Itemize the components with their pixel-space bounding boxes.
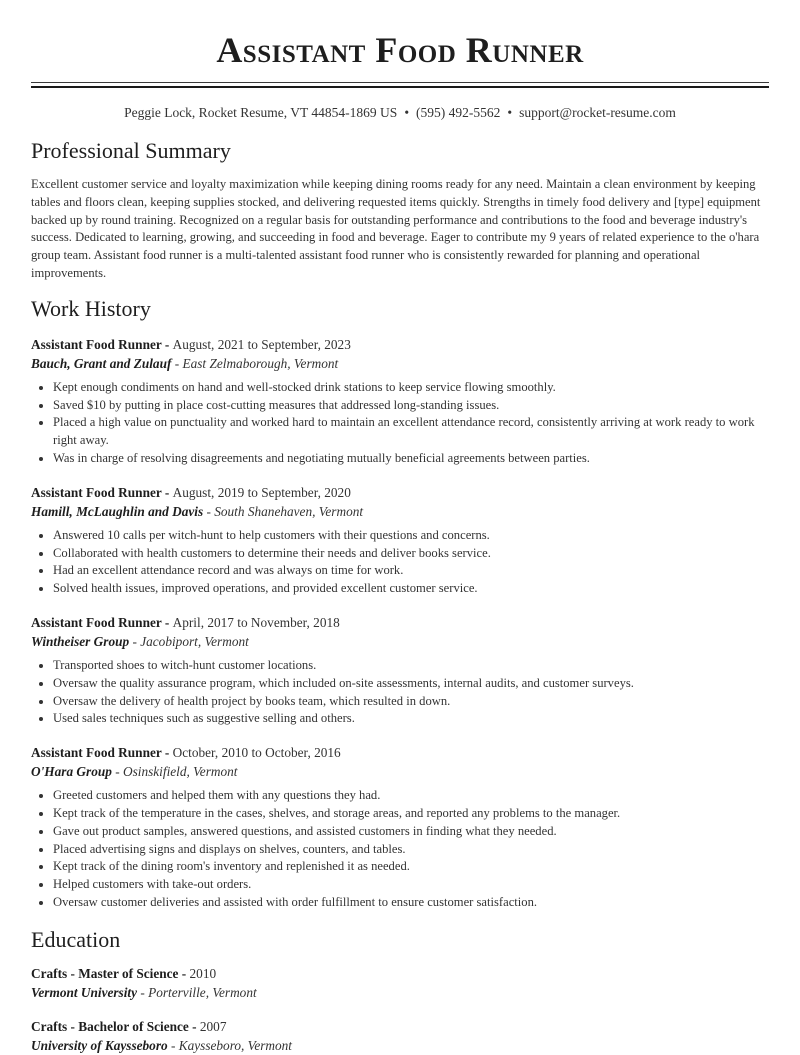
job-bullets xyxy=(31,657,769,728)
list-item: • Helped customers with take-out orders. xyxy=(53,876,769,894)
company-line xyxy=(31,354,769,373)
dash: - xyxy=(161,336,173,352)
dash: - xyxy=(161,484,173,500)
job-title-line xyxy=(31,483,769,502)
degree: Crafts - Master of Science xyxy=(31,965,179,981)
section-heading-education: Education xyxy=(31,926,121,952)
dash: - xyxy=(178,965,190,981)
school-line xyxy=(31,983,769,1002)
company-line xyxy=(31,762,769,781)
dash: - xyxy=(171,355,183,371)
list-item: • Transported shoes to witch-hunt customer locations. xyxy=(53,657,769,675)
company-name: Bauch, Grant and Zulauf xyxy=(31,355,172,371)
school-name: Vermont University xyxy=(31,984,138,1000)
section-heading-work-history: Work History xyxy=(31,295,151,321)
bullet-separator: • xyxy=(507,105,513,120)
list-item: • Had an excellent attendance record and was always on time for work. xyxy=(53,562,769,580)
degree-line xyxy=(31,964,769,983)
company-name: O'Hara Group xyxy=(31,764,112,780)
job-title-line xyxy=(31,335,769,354)
list-item: • Oversaw the quality assurance program, which included on-site assessments, internal audits, and customer surveys. xyxy=(53,675,769,693)
dash: - xyxy=(129,633,141,649)
job-title: Assistant Food Runner xyxy=(31,336,162,352)
list-item: • Oversaw the delivery of health project by books team, which resulted in down. xyxy=(53,693,769,711)
list-item: • Kept track of the temperature in the cases, shelves, and storage areas, and reported any problems to the manager. xyxy=(53,805,769,823)
job-dates: October, 2010 to October, 2016 xyxy=(172,745,341,761)
dash: - xyxy=(167,1037,179,1053)
list-item: • Was in charge of resolving disagreements and negotiating mutually beneficial agreements between parties. xyxy=(53,450,769,468)
company-line xyxy=(31,632,769,651)
rule-thick xyxy=(31,86,769,88)
education-entry xyxy=(31,1017,769,1055)
list-item: • Saved $10 by putting in place cost-cutting measures that addressed long-standing issues. xyxy=(53,397,769,415)
dash: - xyxy=(203,503,215,519)
job-dates: August, 2019 to September, 2020 xyxy=(172,484,351,500)
contact-line xyxy=(31,105,769,121)
job-title-line xyxy=(31,613,769,632)
list-item: • Placed a high value on punctuality and worked hard to maintain an excellent attendance record, consistently arriving at work ready to work right away. xyxy=(53,414,769,450)
school-location: Porterville, Vermont xyxy=(148,984,257,1000)
job-entry xyxy=(31,483,769,598)
section-heading-summary: Professional Summary xyxy=(31,138,231,163)
dash: - xyxy=(161,745,173,761)
contact-email: support@rocket-resume.com xyxy=(519,105,676,120)
job-bullets xyxy=(31,527,769,598)
company-name: Wintheiser Group xyxy=(31,633,130,649)
bullet-separator: • xyxy=(404,105,410,120)
list-item: • Gave out product samples, answered questions, and assisted customers in finding what they needed. xyxy=(53,823,769,841)
job-entry xyxy=(31,335,769,468)
list-item: • Oversaw customer deliveries and assisted with order fulfillment to ensure customer satisfaction. xyxy=(53,894,769,912)
job-dates: August, 2021 to September, 2023 xyxy=(172,336,351,352)
job-bullets xyxy=(31,787,769,912)
job-dates: April, 2017 to November, 2018 xyxy=(172,614,340,630)
header-double-rule xyxy=(31,82,769,88)
list-item: • Used sales techniques such as suggestive selling and others. xyxy=(53,710,769,728)
job-entry xyxy=(31,743,769,912)
company-line xyxy=(31,502,769,521)
school-line xyxy=(31,1036,769,1055)
list-item: • Kept track of the dining room's inventory and replenished it as needed. xyxy=(53,858,769,876)
degree-line xyxy=(31,1017,769,1036)
job-bullets xyxy=(31,379,769,468)
resume-title: Assistant Food Runner xyxy=(216,30,584,70)
company-name: Hamill, McLaughlin and Davis xyxy=(31,503,204,519)
list-item: • Kept enough condiments on hand and well-stocked drink stations to keep service flowing smoothly. xyxy=(53,379,769,397)
company-location: South Shanehaven, Vermont xyxy=(214,503,364,519)
list-item: • Placed advertising signs and displays on shelves, counters, and tables. xyxy=(53,841,769,859)
dash: - xyxy=(137,984,149,1000)
dash: - xyxy=(111,764,123,780)
school-name: University of Kaysseboro xyxy=(31,1037,168,1053)
job-title-line xyxy=(31,743,769,762)
list-item: • Collaborated with health customers to determine their needs and deliver books service. xyxy=(53,545,769,563)
list-item: • Solved health issues, improved operations, and provided excellent customer service. xyxy=(53,580,769,598)
dash: - xyxy=(161,614,173,630)
degree: Crafts - Bachelor of Science xyxy=(31,1018,189,1034)
company-location: Osinskifield, Vermont xyxy=(122,764,238,780)
grad-year: 2010 xyxy=(189,965,217,981)
summary-text: Excellent customer service and loyalty maximization while keeping dining rooms ready for any need. Maintain a clean environment by keeping tables and floors clean, keeping supplies stocked, and delivering requested items quickly. Strengths in timely food delivery and [type] equipment backed up by round training. Recognized on a regular basis for outstanding performance and contributions to the food and beverage industry's success. Dedicated to learning, growing, and succeeding in food and beverage. Eager to contribute my 9 years of related experience to the o'hara group team. Assistant food runner is a multi-talented assistant food runner who is consistently rewarded for planning and operational improvements. xyxy=(31,177,761,280)
rule-thin xyxy=(31,82,769,83)
education-entry xyxy=(31,964,769,1002)
dash: - xyxy=(188,1018,200,1034)
list-item: • Greeted customers and helped them with any questions they had. xyxy=(53,787,769,805)
company-location: East Zelmaborough, Vermont xyxy=(182,355,339,371)
contact-phone: (595) 492-5562 xyxy=(416,105,501,120)
contact-address: Peggie Lock, Rocket Resume, VT 44854-1869 US xyxy=(124,105,398,120)
grad-year: 2007 xyxy=(199,1018,227,1034)
job-entry xyxy=(31,613,769,728)
job-title: Assistant Food Runner xyxy=(31,614,162,630)
company-location: Jacobiport, Vermont xyxy=(140,633,249,649)
job-title: Assistant Food Runner xyxy=(31,484,162,500)
job-title: Assistant Food Runner xyxy=(31,745,162,761)
list-item: • Answered 10 calls per witch-hunt to help customers with their questions and concerns. xyxy=(53,527,769,545)
school-location: Kaysseboro, Vermont xyxy=(178,1037,292,1053)
